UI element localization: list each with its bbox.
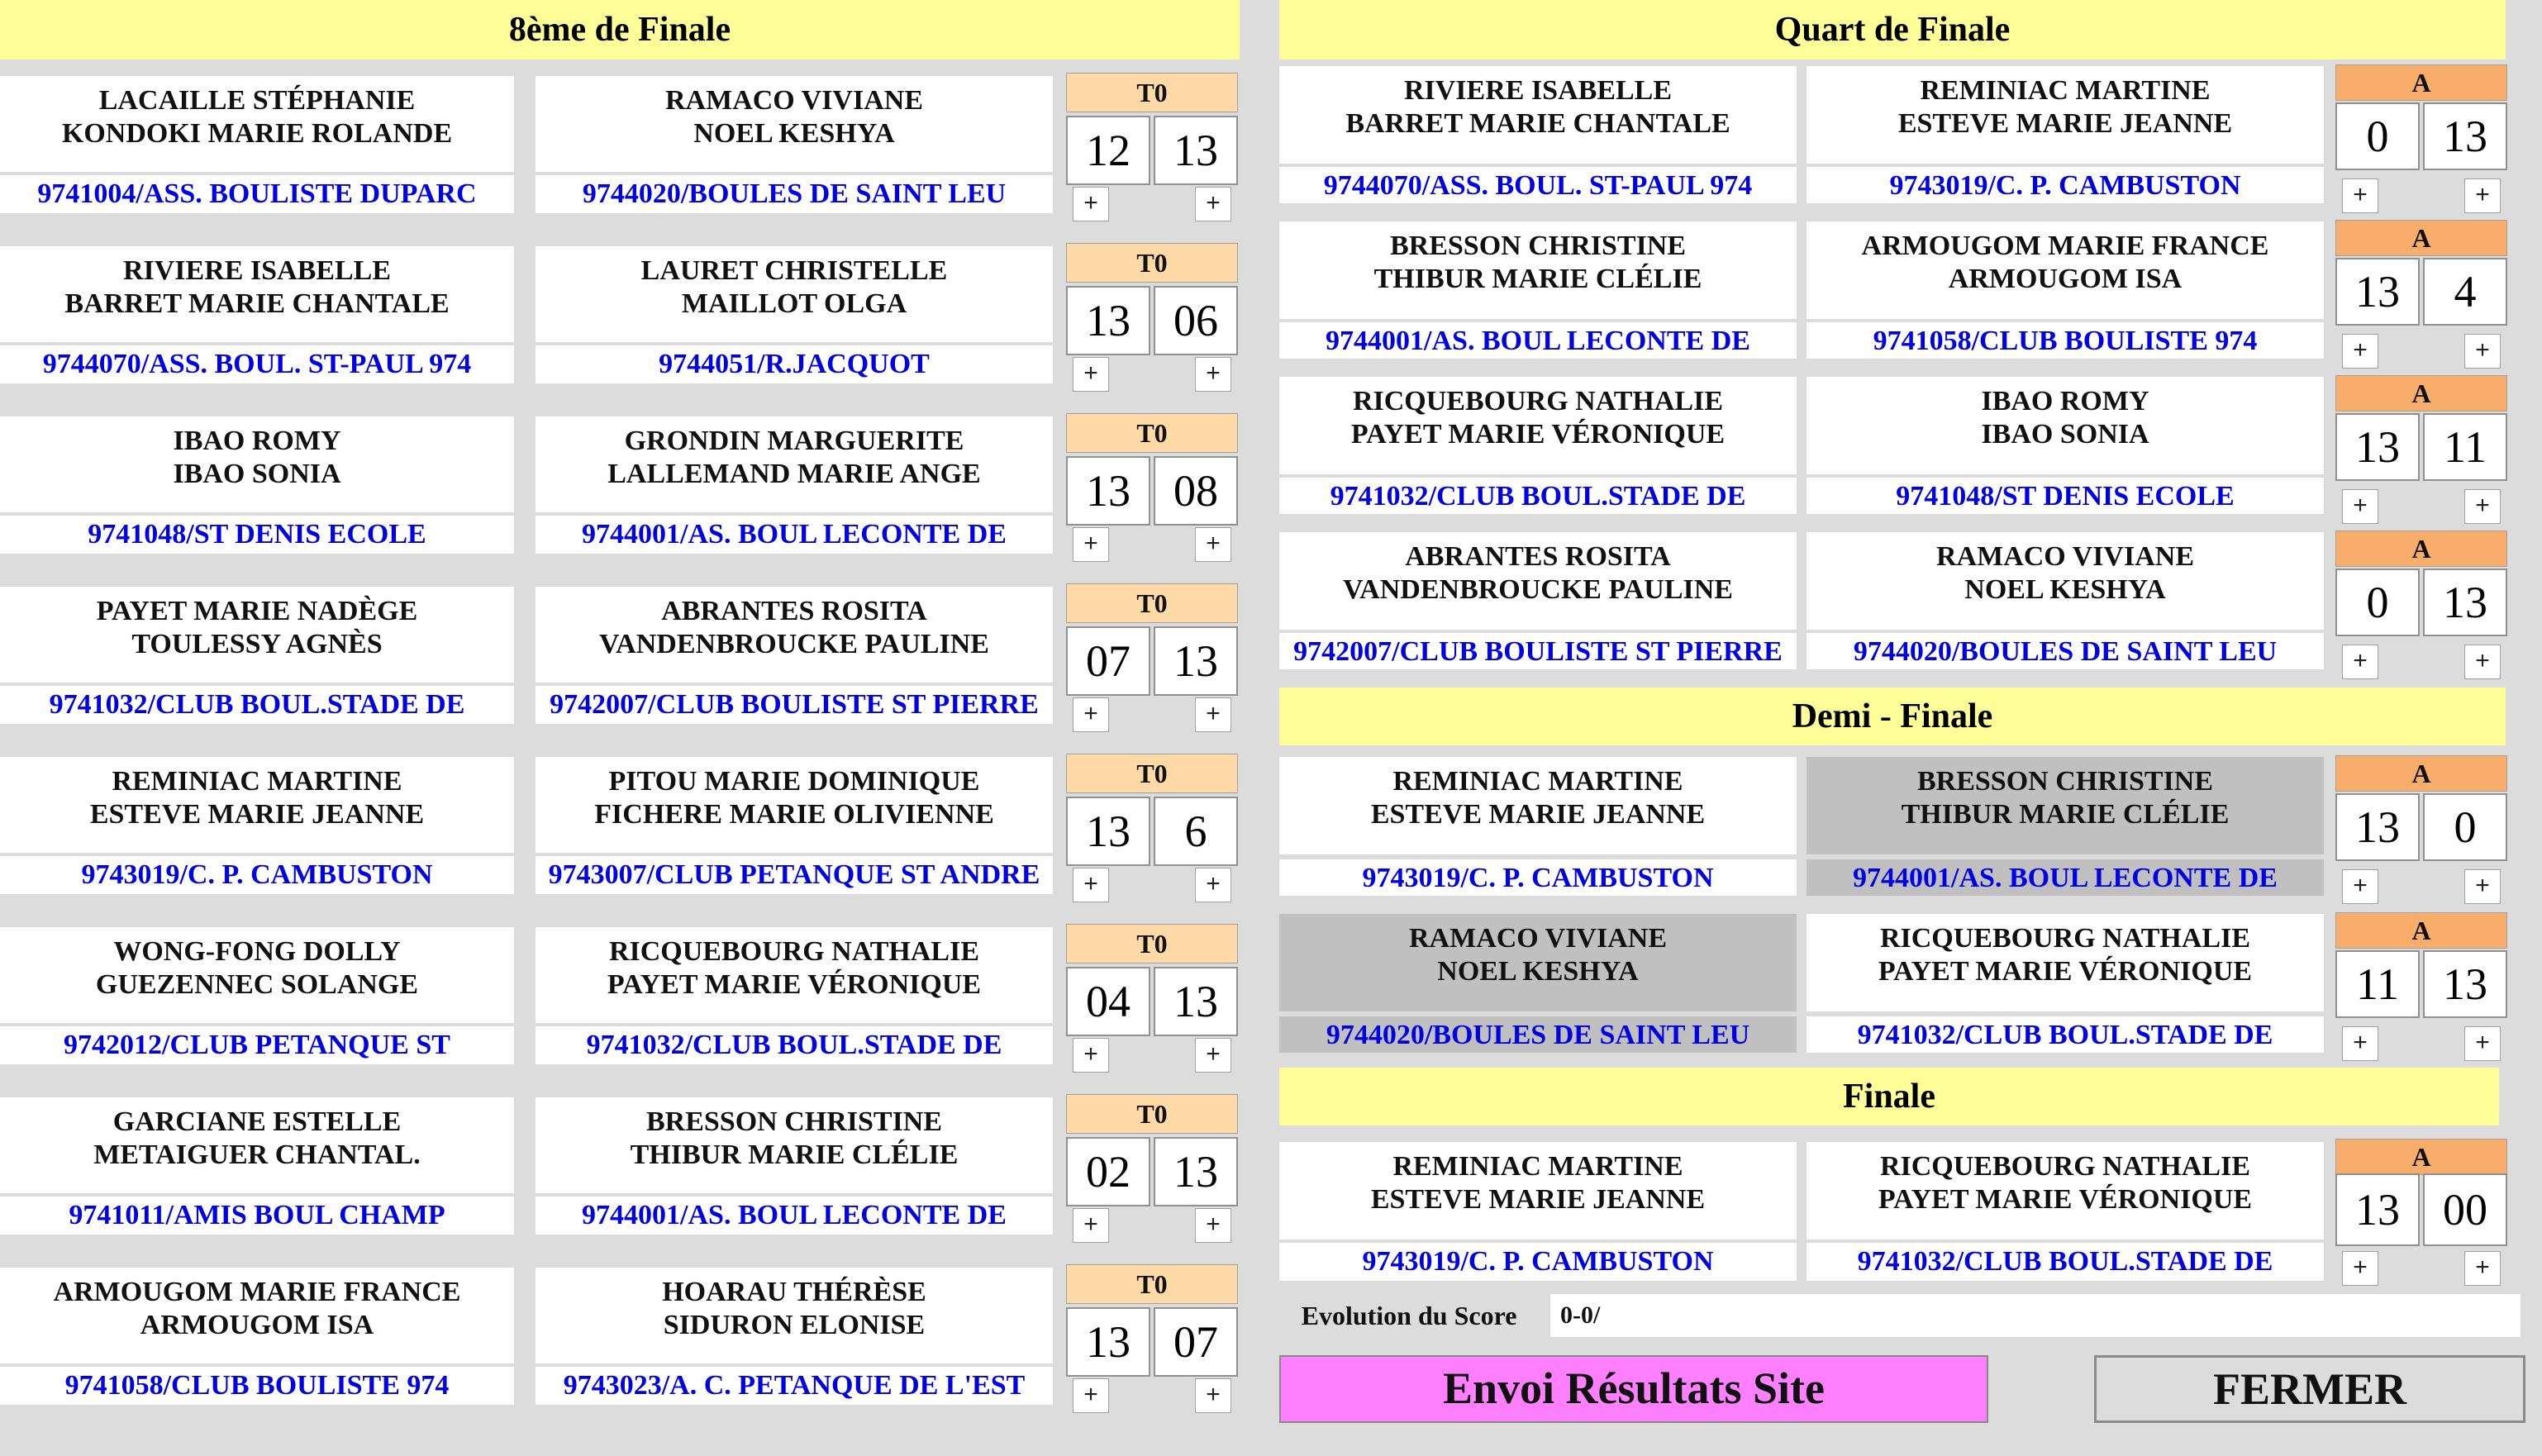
team2-player1: RICQUEBOURG NATHALIE [1879,1151,2251,1182]
team2-names [1807,757,2324,854]
team2-names [536,416,1053,512]
plus-team2-button[interactable]: + [1195,1208,1231,1243]
header-finale: Finale [1279,1068,2499,1125]
team1-player2: PAYET MARIE VÉRONIQUE [1350,419,1726,450]
team1-club: 9741004/ASS. BOULISTE DUPARC [0,175,514,213]
team1-club: 9742012/CLUB PETANQUE ST [0,1026,514,1064]
match-label: T0 [1066,243,1238,283]
team2-club: 9744020/BOULES DE SAINT LEU [536,175,1053,213]
score-team2-input[interactable]: 06 [1154,286,1238,355]
team1-player2: IBAO SONIA [173,459,341,489]
plus-team2-button[interactable]: + [2464,489,2501,524]
score-team2-input[interactable]: 00 [2423,1173,2507,1246]
evolution-score-field[interactable]: 0-0/ [1550,1294,2521,1337]
score-team2-input[interactable]: 13 [2423,950,2507,1018]
team1-player2: METAIGUER CHANTAL. [93,1140,421,1170]
plus-team1-button[interactable]: + [2342,334,2378,369]
team2-player2: LALLEMAND MARIE ANGE [607,459,981,489]
team2-club: 9741032/CLUB BOUL.STADE DE [1807,1016,2324,1053]
team1-player2: ESTEVE MARIE JEANNE [89,799,425,830]
team1-names [0,76,514,172]
team1-player2: TOULESSY AGNÈS [131,629,383,659]
match-label: A [2335,912,2507,949]
team2-club: 9743023/A. C. PETANQUE DE L'EST [536,1367,1053,1405]
plus-team1-button[interactable]: + [1073,1378,1109,1413]
team1-player2: VANDENBROUCKE PAULINE [1343,574,1733,605]
score-team1-input[interactable]: 13 [2335,1173,2420,1246]
team1-player1: PAYET MARIE NADÈGE [96,596,418,626]
team1-names [0,757,514,853]
match-label: A [2335,755,2507,792]
team1-club: 9744070/ASS. BOUL. ST-PAUL 974 [1279,167,1797,203]
match-label: T0 [1066,1094,1238,1134]
score-team1-input[interactable]: 13 [1066,286,1150,355]
team2-player2: VANDENBROUCKE PAULINE [599,629,989,659]
team1-names [0,927,514,1023]
team1-player2: ESTEVE MARIE JEANNE [1370,799,1706,830]
score-team1-input[interactable]: 13 [2335,258,2420,326]
close-button[interactable]: FERMER [2094,1355,2525,1423]
team2-club: 9744020/BOULES DE SAINT LEU [1807,633,2324,669]
team1-player1: ABRANTES ROSITA [1405,541,1671,572]
team2-names [1807,532,2324,630]
team2-player2: THIBUR MARIE CLÉLIE [1901,799,2230,830]
match-label: T0 [1066,924,1238,964]
plus-team1-button[interactable]: + [1073,187,1109,221]
team1-club: 9741032/CLUB BOUL.STADE DE [1279,478,1797,514]
team2-names [536,757,1053,853]
team1-club: 9743019/C. P. CAMBUSTON [1279,1243,1797,1281]
score-team2-input[interactable]: 11 [2423,413,2507,481]
team1-player2: GUEZENNEC SOLANGE [95,969,419,1000]
team2-player1: ABRANTES ROSITA [661,596,927,626]
team2-names [536,927,1053,1023]
plus-team2-button[interactable]: + [2464,645,2501,679]
score-team1-input[interactable]: 0 [2335,102,2420,170]
team2-player1: REMINIAC MARTINE [1920,75,2211,106]
team2-names [536,246,1053,342]
team1-player1: GARCIANE ESTELLE [112,1106,402,1137]
match-label: T0 [1066,583,1238,623]
plus-team1-button[interactable]: + [1073,868,1109,902]
team2-player2: THIBUR MARIE CLÉLIE [630,1140,959,1170]
score-team1-input[interactable]: 13 [1066,1307,1150,1377]
team1-player2: KONDOKI MARIE ROLANDE [61,118,453,149]
team2-player2: ARMOUGOM ISA [1948,264,2183,294]
plus-team1-button[interactable]: + [1073,1038,1109,1073]
match-label: A [2335,531,2507,567]
plus-team2-button[interactable]: + [1195,1038,1231,1073]
team1-player2: BARRET MARIE CHANTALE [64,288,450,319]
team2-player1: BRESSON CHRISTINE [1916,766,2214,797]
plus-team2-button[interactable]: + [1195,527,1231,562]
match-label: T0 [1066,1264,1238,1304]
team2-player2: IBAO SONIA [1981,419,2149,450]
team1-club: 9744070/ASS. BOUL. ST-PAUL 974 [0,345,514,383]
team2-player2: MAILLOT OLGA [681,288,907,319]
team2-player1: PITOU MARIE DOMINIQUE [608,766,980,797]
team1-names [1279,914,1797,1011]
team2-player1: BRESSON CHRISTINE [645,1106,943,1137]
score-team1-input[interactable]: 13 [1066,456,1150,526]
plus-team2-button[interactable]: + [1195,357,1231,392]
team1-names [1279,1142,1797,1240]
score-team1-input[interactable]: 02 [1066,1137,1150,1206]
score-team1-input[interactable]: 13 [1066,797,1150,866]
team2-player1: RAMACO VIVIANE [665,85,923,116]
plus-team2-button[interactable]: + [2464,178,2501,213]
team2-player1: RICQUEBOURG NATHALIE [608,936,980,967]
match-label: A [2335,220,2507,256]
send-results-button[interactable]: Envoi Résultats Site [1279,1355,1988,1423]
team2-club: 9741032/CLUB BOUL.STADE DE [1807,1243,2324,1281]
evolution-label: Evolution du Score [1301,1301,1517,1330]
team1-names [1279,66,1797,164]
score-team2-input[interactable]: 08 [1154,456,1238,526]
plus-team2-button[interactable]: + [2464,334,2501,369]
team1-names [0,416,514,512]
score-team2-input[interactable]: 13 [1154,626,1238,696]
team2-club: 9741032/CLUB BOUL.STADE DE [536,1026,1053,1064]
plus-team1-button[interactable]: + [1073,527,1109,562]
team1-player1: RIVIERE ISABELLE [1403,75,1673,106]
score-team2-input[interactable]: 13 [1154,967,1238,1036]
team1-club: 9741032/CLUB BOUL.STADE DE [0,686,514,724]
team1-club: 9744020/BOULES DE SAINT LEU [1279,1016,1797,1053]
team2-names [1807,66,2324,164]
plus-team2-button[interactable]: + [1195,868,1231,902]
team2-player2: PAYET MARIE VÉRONIQUE [607,969,982,1000]
team1-names [1279,757,1797,854]
team1-player1: RIVIERE ISABELLE [122,255,392,286]
team2-names [536,1097,1053,1193]
team1-club: 9741011/AMIS BOUL CHAMP [0,1197,514,1235]
team2-player2: NOEL KESHYA [1964,574,2166,605]
score-team1-input[interactable]: 13 [2335,413,2420,481]
score-team2-input[interactable]: 07 [1154,1307,1238,1377]
team1-club: 9741058/CLUB BOULISTE 974 [0,1367,514,1405]
team2-player1: RICQUEBOURG NATHALIE [1879,923,2251,954]
score-team2-input[interactable]: 13 [2423,569,2507,636]
team1-player1: ARMOUGOM MARIE FRANCE [53,1277,461,1307]
team2-club: 9743007/CLUB PETANQUE ST ANDRE [536,856,1053,894]
team2-club: 9744001/AS. BOUL LECONTE DE [536,1197,1053,1235]
team1-club: 9743019/C. P. CAMBUSTON [0,856,514,894]
team2-club: 9744051/R.JACQUOT [536,345,1053,383]
plus-team1-button[interactable]: + [2342,645,2378,679]
team2-player1: RAMACO VIVIANE [1936,541,2194,572]
team1-club: 9744001/AS. BOUL LECONTE DE [1279,322,1797,359]
score-team1-input[interactable]: 13 [2335,793,2420,861]
plus-team1-button[interactable]: + [1073,1208,1109,1243]
team2-names [536,76,1053,172]
score-team2-input[interactable]: 13 [1154,116,1238,185]
score-team2-input[interactable]: 13 [1154,1137,1238,1206]
team2-club: 9744001/AS. BOUL LECONTE DE [536,516,1053,554]
team2-names [1807,1142,2324,1240]
team2-club: 9741048/ST DENIS ECOLE [1807,478,2324,514]
team1-names [1279,532,1797,630]
plus-team1-button[interactable]: + [2342,489,2378,524]
team1-names [0,587,514,683]
score-team1-input[interactable]: 07 [1066,626,1150,696]
team1-names [0,246,514,342]
team2-names [1807,377,2324,474]
plus-team1-button[interactable]: + [1073,697,1109,732]
team2-club: 9742007/CLUB BOULISTE ST PIERRE [536,686,1053,724]
team1-player2: ARMOUGOM ISA [140,1310,374,1340]
match-label: T0 [1066,73,1238,112]
team1-club: 9743019/C. P. CAMBUSTON [1279,859,1797,896]
plus-team1-button[interactable]: + [2342,1026,2378,1061]
score-team2-input[interactable]: 0 [2423,793,2507,861]
score-team2-input[interactable]: 13 [2423,102,2507,170]
team2-names [536,1268,1053,1363]
team2-player1: IBAO ROMY [1981,386,2149,416]
plus-team2-button[interactable]: + [2464,1251,2501,1286]
score-team2-input[interactable]: 6 [1154,797,1238,866]
team1-club: 9742007/CLUB BOULISTE ST PIERRE [1279,633,1797,669]
team2-player1: GRONDIN MARGUERITE [624,426,964,456]
team1-names [0,1097,514,1193]
team1-player2: BARRET MARIE CHANTALE [1345,108,1730,139]
team2-player2: PAYET MARIE VÉRONIQUE [1878,956,2253,987]
team1-names [0,1268,514,1363]
team2-player2: FICHERE MARIE OLIVIENNE [594,799,994,830]
team2-player1: LAURET CHRISTELLE [640,255,948,286]
team2-club: 9744001/AS. BOUL LECONTE DE [1807,859,2324,896]
team1-player1: RICQUEBOURG NATHALIE [1352,386,1724,416]
team2-player2: ESTEVE MARIE JEANNE [1897,108,2233,139]
team2-player2: SIDURON ELONISE [663,1310,926,1340]
score-team1-input[interactable]: 12 [1066,116,1150,185]
team2-player1: ARMOUGOM MARIE FRANCE [1861,231,2269,261]
team2-player1: HOARAU THÉRÈSE [662,1277,926,1307]
plus-team2-button[interactable]: + [1195,187,1231,221]
header-huitieme: 8ème de Finale [0,0,1240,59]
match-label: T0 [1066,754,1238,793]
match-label: A [2335,64,2507,101]
score-team1-input[interactable]: 0 [2335,569,2420,636]
plus-team1-button[interactable]: + [2342,178,2378,213]
team1-player2: NOEL KESHYA [1437,956,1639,987]
plus-team1-button[interactable]: + [1073,357,1109,392]
team2-player2: NOEL KESHYA [693,118,895,149]
score-team1-input[interactable]: 04 [1066,967,1150,1036]
team2-names [1807,914,2324,1011]
header-demi: Demi - Finale [1279,688,2506,745]
match-label: A [2335,1139,2507,1175]
match-label: A [2335,375,2507,412]
team1-player1: WONG-FONG DOLLY [113,936,401,967]
plus-team1-button[interactable]: + [2342,869,2378,904]
score-team2-input[interactable]: 4 [2423,258,2507,326]
team2-names [536,587,1053,683]
match-label: T0 [1066,413,1238,453]
plus-team2-button[interactable]: + [2464,1026,2501,1061]
team1-names [1279,221,1797,319]
team1-player1: REMINIAC MARTINE [1392,1151,1683,1182]
team2-club: 9741058/CLUB BOULISTE 974 [1807,322,2324,359]
plus-team2-button[interactable]: + [2464,869,2501,904]
team1-player1: IBAO ROMY [173,426,341,456]
team1-names [1279,377,1797,474]
header-quart: Quart de Finale [1279,0,2506,59]
team1-player1: LACAILLE STÉPHANIE [98,85,416,116]
team1-player1: RAMACO VIVIANE [1409,923,1667,954]
team1-club: 9741048/ST DENIS ECOLE [0,516,514,554]
plus-team2-button[interactable]: + [1195,1378,1231,1413]
score-team1-input[interactable]: 11 [2335,950,2420,1018]
team1-player2: THIBUR MARIE CLÉLIE [1373,264,1702,294]
plus-team1-button[interactable]: + [2342,1251,2378,1286]
team1-player1: REMINIAC MARTINE [1392,766,1683,797]
team1-player1: BRESSON CHRISTINE [1389,231,1687,261]
plus-team2-button[interactable]: + [1195,697,1231,732]
team2-names [1807,221,2324,319]
team1-player1: REMINIAC MARTINE [112,766,402,797]
team1-player2: ESTEVE MARIE JEANNE [1370,1184,1706,1215]
team2-player2: PAYET MARIE VÉRONIQUE [1878,1184,2253,1215]
team2-club: 9743019/C. P. CAMBUSTON [1807,167,2324,203]
